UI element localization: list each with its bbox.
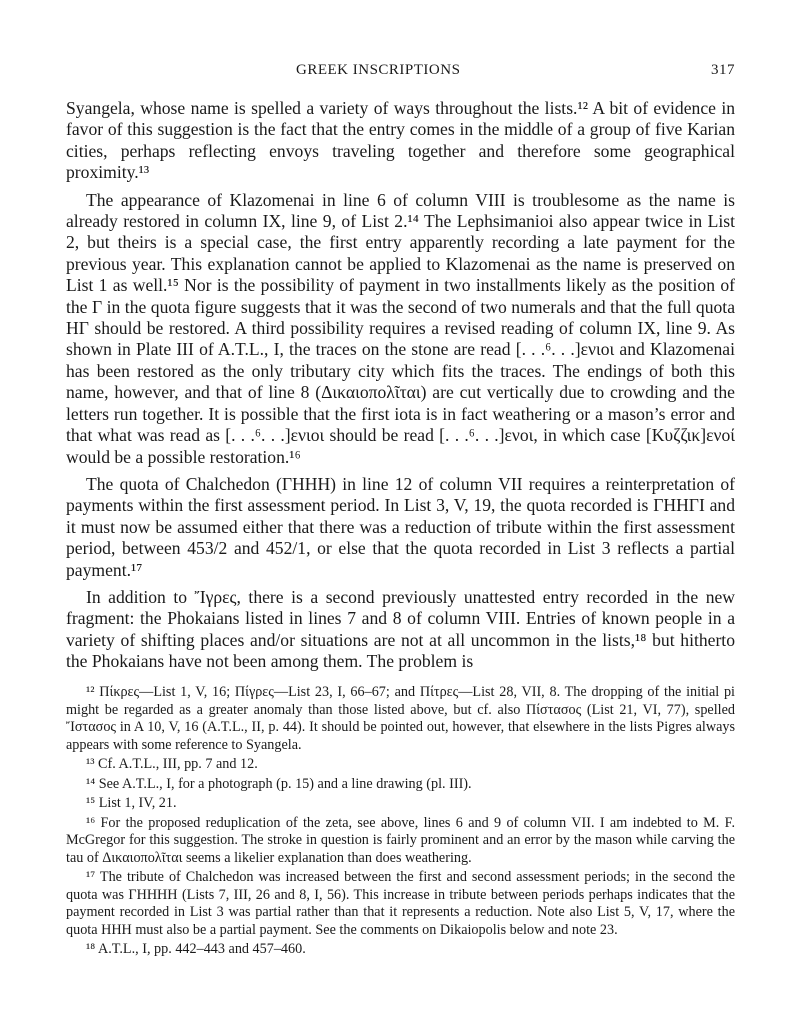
paragraph-chalchedon: The quota of Chalchedon (ΓHHH) in line 12 of column VII requires a reinterpretation of payments within the first assessment period. In List 3, V, 19, the quota recorded is ΓHHΓI and it must now be assumed either that there was a reduction of tribute within the first assessment period, between 453/2 and 452/1, or else that the quota recorded in List 3 reflects a partial payment.¹⁷ <box>66 473 735 580</box>
page-number: 317 <box>711 62 735 78</box>
footnote-18: ¹⁸ A.T.L., I, pp. 442–443 and 457–460. <box>86 941 306 957</box>
footnote-13: ¹³ Cf. A.T.L., III, pp. 7 and 12. <box>86 756 258 772</box>
body-text <box>66 98 735 679</box>
paragraph-continuation: Syangela, whose name is spelled a variety of ways throughout the lists.¹² A bit of evidence in favor of this suggestion is the fact that the entry comes in the middle of a group of five Karian cities, perhaps reflecting envoys traveling together and therefore some geographical proximity.¹³ <box>66 98 735 183</box>
footnote-15: ¹⁵ List 1, IV, 21. <box>86 795 177 811</box>
footnotes <box>66 684 735 961</box>
footnote-16: ¹⁶ For the proposed reduplication of the zeta, see above, lines 6 and 9 of column VII. I am indebted to M. F. McGregor for this suggestion. The stroke in question is fairly prominent and an error by the mason while carving the tau of Δικαιοπολῖται seems a likelier explanation than does weathering. <box>66 814 735 866</box>
running-title: GREEK INSCRIPTIONS <box>296 62 461 78</box>
footnote-14: ¹⁴ See A.T.L., I, for a photograph (p. 15) and a line drawing (pl. III). <box>86 775 472 792</box>
paragraph-phokaians: In addition to Ἴγρες, there is a second previously unattested entry recorded in the new fragment: the Phokaians listed in lines 7 and 8 of column VIII. Entries of known people in a variety of shifting places and/or situations are not at all uncommon in the lists,¹⁸ but hitherto the Phokaians have not been among them. The problem is <box>66 586 735 672</box>
footnote-12: ¹² Πίκρες—List 1, V, 16; Πίγρες—List 23, I, 66–67; and Πίτρες—List 28, VII, 8. The dropping of the initial pi might be regarded as a greater anomaly than those listed above, but cf. also Πίστασος (List 21, VI, 77), spelled Ἴστασος in A 10, V, 16 (A.T.L., II, p. 44). It should be pointed out, however, that elsewhere in the lists Pigres always appears with some reference to Syangela. <box>66 684 735 753</box>
paragraph-klazomenai: The appearance of Klazomenai in line 6 of column VIII is troublesome as the name is already restored in column IX, line 9, of List 2.¹⁴ The Lephsimanioi also appear twice in List 2, but theirs is a special case, the first entry apparently recording a late payment for the previous year. This explanation cannot be applied to Klazomenai as the name is preserved on List 1 as well.¹⁵ Nor is the possibility of payment in two installments likely as the position of the Γ in the quota figure suggests that it was the second of two numerals and that the full quota HΓ should be restored. A third possibility requires a revised reading of column IX, line 9. As shown in Plate III of A.T.L., I, the traces on the stone are read [. . .⁶. . .]ενιοι and Klazomenai has been restored as the only tributary city which fits the traces. The endings of both this name, however, and that of line 8 (Δικαιοπολῖται) are cut vertically due to crowding and the letters run together. It is possible that the first iota is in fact weathering or a mason’s error and that what was read as [. . .⁶. . .]ενιοι should be read [. . .⁶. . .]ενοι, in which case [Κυζζικ]ενοί would be a possible restoration.¹⁶ <box>66 189 735 467</box>
running-header <box>66 62 735 82</box>
footnote-17: ¹⁷ The tribute of Chalchedon was increased between the first and second assessment periods; in the second the quota was ΓHHHH (Lists 7, III, 26 and 8, I, 56). This increase in tribute between periods perhaps indicates that the payment recorded in List 3 was partial rather than that it represents a reduction. Note also List 5, V, 17, where the quota HHH must also be a partial payment. See the comments on Dikaiopolis below and note 23. <box>66 869 735 938</box>
